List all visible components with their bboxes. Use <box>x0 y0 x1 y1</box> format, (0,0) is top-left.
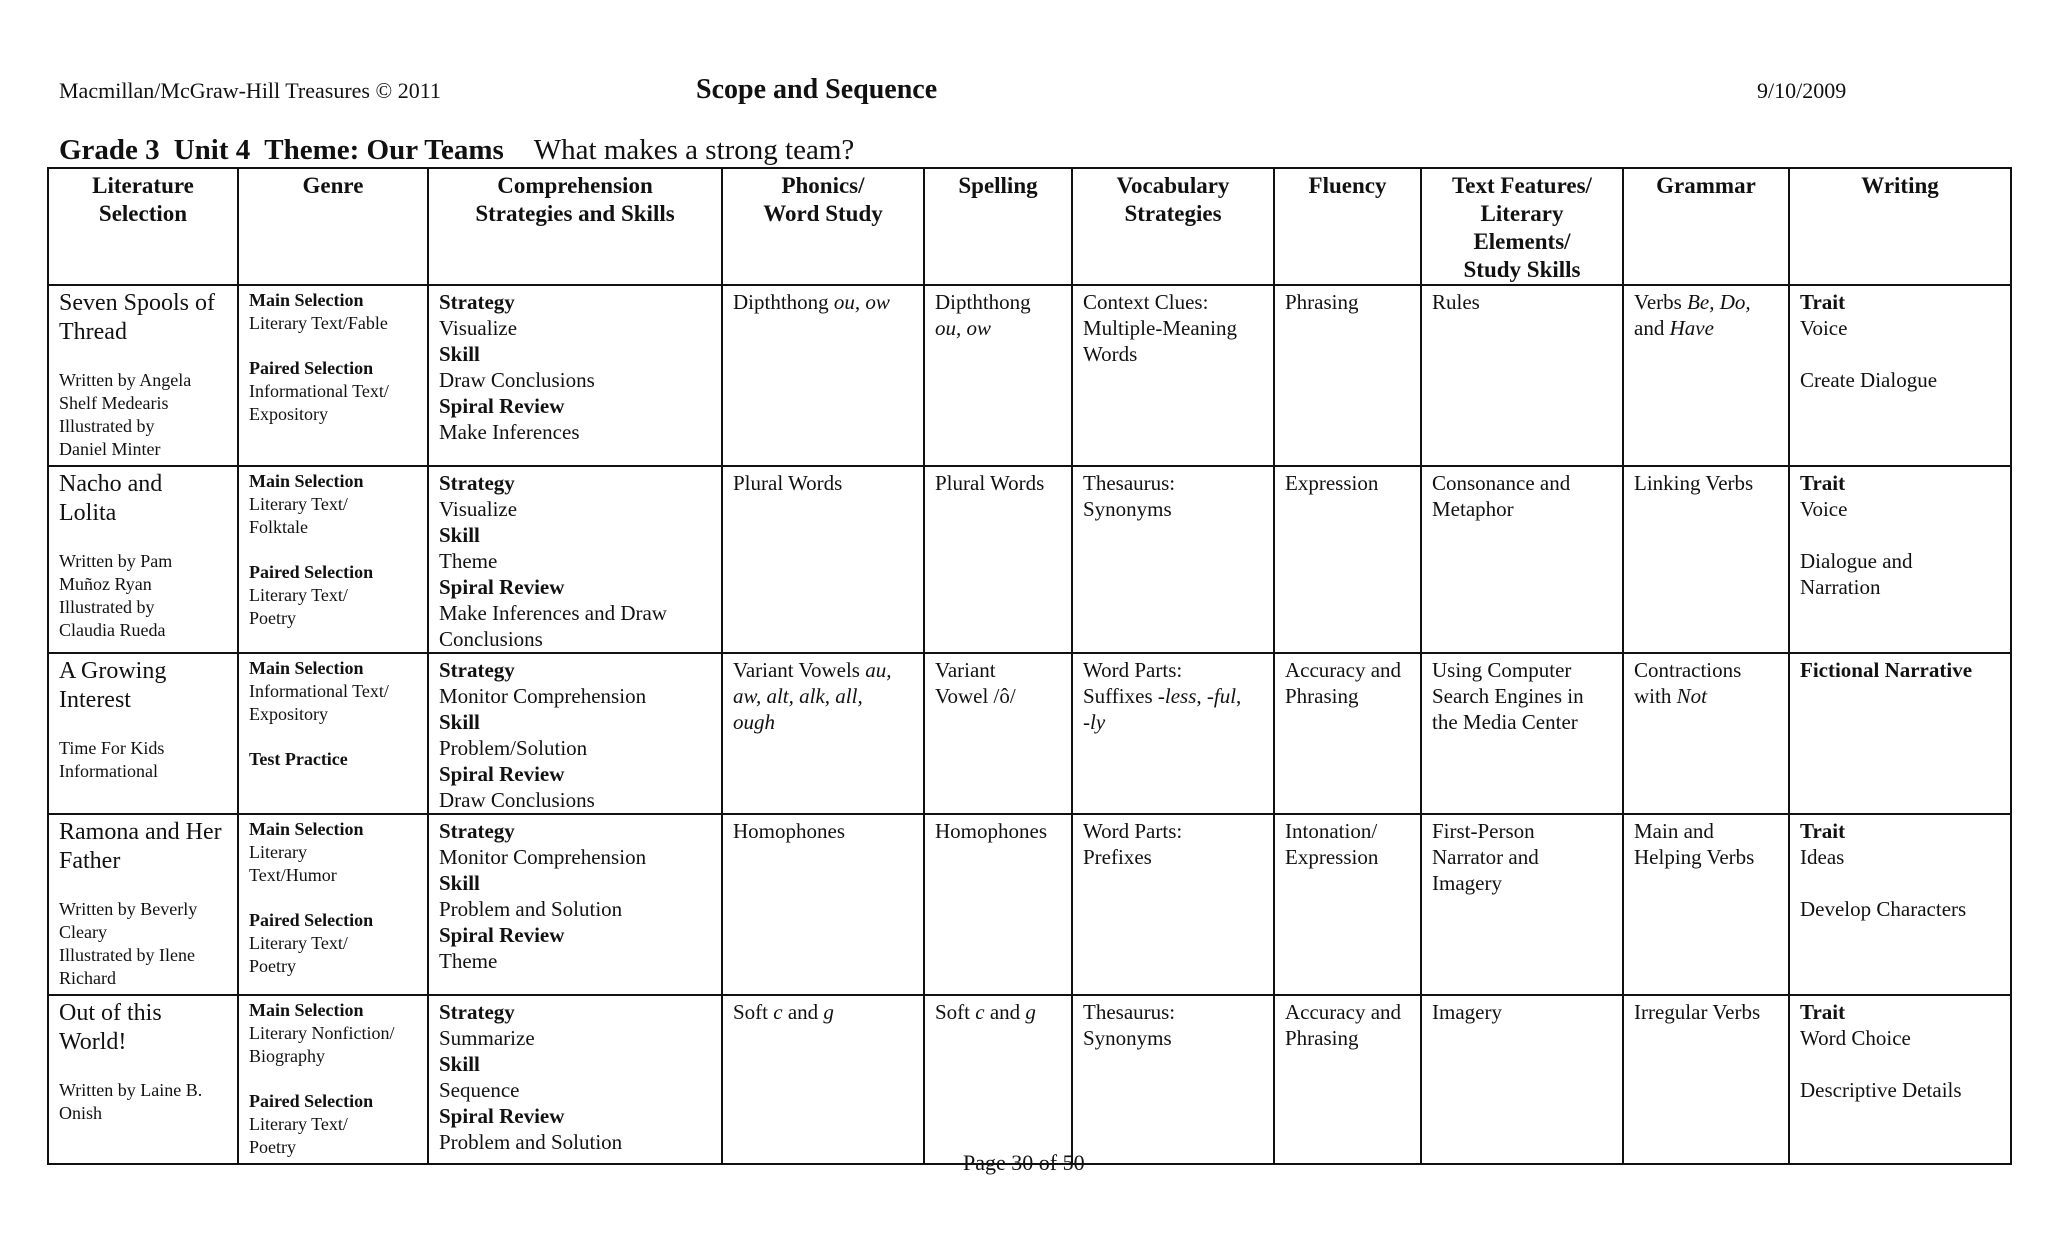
spelling-cell: Homophones <box>924 814 1072 995</box>
spelling-cell: Soft c and g <box>924 995 1072 1164</box>
grammar-cell: Contractions with Not <box>1623 653 1789 814</box>
comprehension-cell: Strategy Visualize Skill Theme Spiral Review Make Inferences and Draw Conclusions <box>428 466 722 653</box>
unit-heading <box>59 134 854 167</box>
col-header-text-features: Text Features/ Literary Elements/ Study Skills <box>1421 168 1623 285</box>
genre-cell: Main Selection Literary Text/Humor Paired Selection Literary Text/ Poetry <box>238 814 428 995</box>
col-header-literature: Literature Selection <box>48 168 238 285</box>
publisher-text: Macmillan/McGraw-Hill Treasures © 2011 <box>59 78 441 103</box>
table-row <box>48 653 2011 814</box>
text-features-cell: Consonance and Metaphor <box>1421 466 1623 653</box>
table-row <box>48 814 2011 995</box>
text-features-cell: Rules <box>1421 285 1623 466</box>
table-header-row <box>48 168 2011 285</box>
genre-cell: Main Selection Informational Text/ Expository Test Practice <box>238 653 428 814</box>
writing-cell: Trait Voice Dialogue and Narration <box>1789 466 2011 653</box>
writing-cell: Trait Word Choice Descriptive Details <box>1789 995 2011 1164</box>
scope-sequence-table <box>47 167 2012 1165</box>
theme-label: Theme: Our Teams <box>264 134 504 166</box>
phonics-cell: Plural Words <box>722 466 924 653</box>
genre-cell: Main Selection Literary Text/Fable Paired Selection Informational Text/ Expository <box>238 285 428 466</box>
text-features-cell: Imagery <box>1421 995 1623 1164</box>
col-header-spelling: Spelling <box>924 168 1072 285</box>
vocabulary-cell: Context Clues: Multiple-Meaning Words <box>1072 285 1274 466</box>
writing-cell: Fictional Narrative <box>1789 653 2011 814</box>
table-row <box>48 285 2011 466</box>
comprehension-cell: Strategy Visualize Skill Draw Conclusions Spiral Review Make Inferences <box>428 285 722 466</box>
col-header-writing: Writing <box>1789 168 2011 285</box>
spelling-cell: Variant Vowel /ô/ <box>924 653 1072 814</box>
genre-cell: Main Selection Literary Text/ Folktale Paired Selection Literary Text/ Poetry <box>238 466 428 653</box>
table-row <box>48 995 2011 1164</box>
grammar-cell: Verbs Be, Do, and Have <box>1623 285 1789 466</box>
col-header-fluency: Fluency <box>1274 168 1421 285</box>
phonics-cell: Homophones <box>722 814 924 995</box>
literature-cell: A Growing Interest Time For Kids Informational <box>48 653 238 814</box>
col-header-grammar: Grammar <box>1623 168 1789 285</box>
comprehension-cell: Strategy Monitor Comprehension Skill Problem and Solution Spiral Review Theme <box>428 814 722 995</box>
theme-question: What makes a strong team? <box>533 134 855 166</box>
literature-cell: Seven Spools of Thread Written by Angela Shelf Medearis Illustrated by Daniel Minter <box>48 285 238 466</box>
literature-cell: Ramona and Her Father Written by Beverly Cleary Illustrated by Ilene Richard <box>48 814 238 995</box>
literature-cell: Nacho and Lolita Written by Pam Muñoz Ryan Illustrated by Claudia Rueda <box>48 466 238 653</box>
grammar-cell: Main and Helping Verbs <box>1623 814 1789 995</box>
vocabulary-cell: Word Parts: Suffixes -less, -ful, -ly <box>1072 653 1274 814</box>
fluency-cell: Expression <box>1274 466 1421 653</box>
fluency-cell: Accuracy and Phrasing <box>1274 653 1421 814</box>
vocabulary-cell: Thesaurus: Synonyms <box>1072 995 1274 1164</box>
fluency-cell: Accuracy and Phrasing <box>1274 995 1421 1164</box>
literature-cell: Out of this World! Written by Laine B. Onish <box>48 995 238 1164</box>
phonics-cell: Dipththong ou, ow <box>722 285 924 466</box>
fluency-cell: Intonation/ Expression <box>1274 814 1421 995</box>
spelling-cell: Dipththong ou, ow <box>924 285 1072 466</box>
table-row <box>48 466 2011 653</box>
col-header-phonics: Phonics/ Word Study <box>722 168 924 285</box>
grammar-cell: Irregular Verbs <box>1623 995 1789 1164</box>
vocabulary-cell: Thesaurus: Synonyms <box>1072 466 1274 653</box>
fluency-cell: Phrasing <box>1274 285 1421 466</box>
writing-cell: Trait Ideas Develop Characters <box>1789 814 2011 995</box>
vocabulary-cell: Word Parts: Prefixes <box>1072 814 1274 995</box>
document-title: Scope and Sequence <box>696 74 938 105</box>
writing-cell: Trait Voice Create Dialogue <box>1789 285 2011 466</box>
col-header-vocabulary: Vocabulary Strategies <box>1072 168 1274 285</box>
col-header-genre: Genre <box>238 168 428 285</box>
unit-label: Unit 4 <box>173 134 251 166</box>
comprehension-cell: Strategy Monitor Comprehension Skill Problem/Solution Spiral Review Draw Conclusions <box>428 653 722 814</box>
page-number: Page 30 of 50 <box>963 1150 1085 1175</box>
text-features-cell: First-Person Narrator and Imagery <box>1421 814 1623 995</box>
spelling-cell: Plural Words <box>924 466 1072 653</box>
comprehension-cell: Strategy Summarize Skill Sequence Spiral Review Problem and Solution <box>428 995 722 1164</box>
genre-cell: Main Selection Literary Nonfiction/ Biography Paired Selection Literary Text/ Poetry <box>238 995 428 1164</box>
phonics-cell: Variant Vowels au, aw, alt, alk, all, ough <box>722 653 924 814</box>
document-date: 9/10/2009 <box>1757 78 1847 103</box>
phonics-cell: Soft c and g <box>722 995 924 1164</box>
text-features-cell: Using Computer Search Engines in the Media Center <box>1421 653 1623 814</box>
grade-label: Grade 3 <box>59 134 160 166</box>
grammar-cell: Linking Verbs <box>1623 466 1789 653</box>
col-header-comprehension: Comprehension Strategies and Skills <box>428 168 722 285</box>
